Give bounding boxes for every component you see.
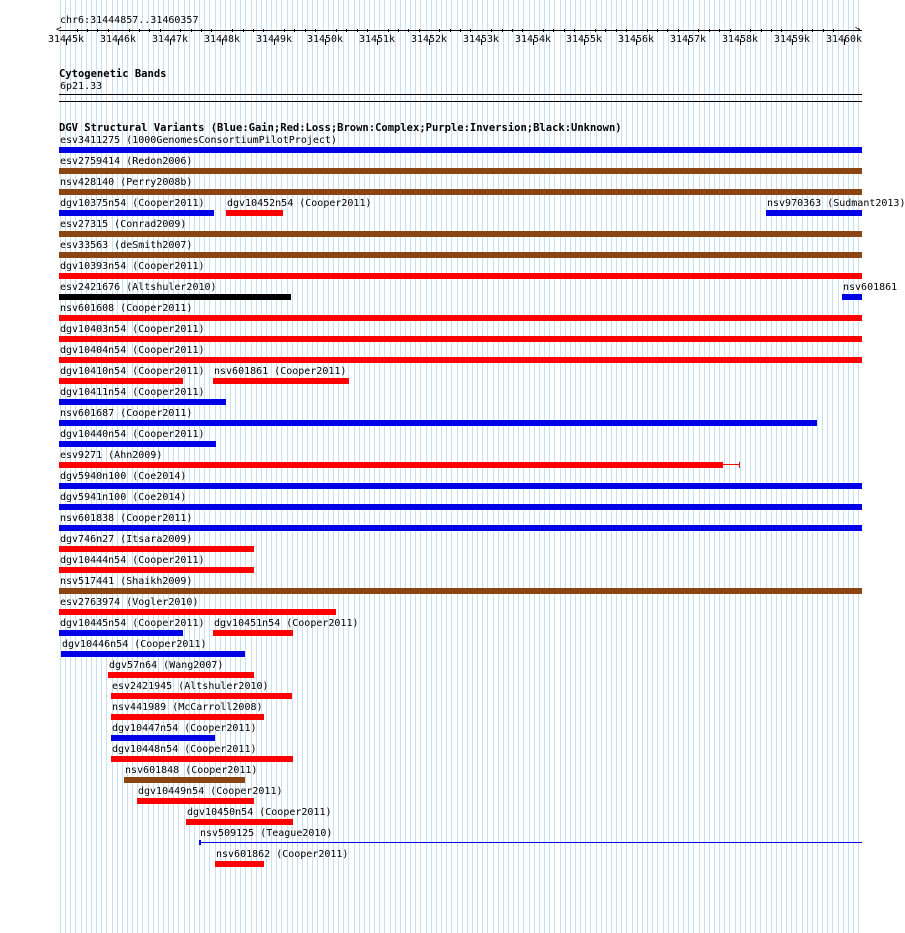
- variant-label: dgv57n64 (Wang2007): [109, 660, 224, 671]
- ruler-minor-tick: [419, 29, 420, 32]
- variant-label: nsv517441 (Shaikh2009): [60, 576, 193, 587]
- variant-bar[interactable]: [186, 819, 293, 825]
- ruler-left-arrow-icon: <: [56, 25, 62, 35]
- variant-label: dgv10450n54 (Cooper2011): [187, 807, 332, 818]
- variant-label: nsv601687 (Cooper2011): [60, 408, 193, 419]
- ruler-tick-label: 31460k: [825, 34, 863, 45]
- ruler-tick-label: 31450k: [306, 34, 344, 45]
- variant-label: esv2421945 (Altshuler2010): [112, 681, 269, 692]
- ruler-tick-label: 31456k: [617, 34, 655, 45]
- variant-label: dgv10403n54 (Cooper2011): [60, 324, 205, 335]
- ruler-tick-label: 31458k: [721, 34, 759, 45]
- variant-bar[interactable]: [59, 357, 862, 363]
- ruler-minor-tick: [357, 29, 358, 32]
- variant-label: dgv10446n54 (Cooper2011): [62, 639, 207, 650]
- ruler-right-arrow-icon: >: [855, 25, 861, 35]
- ruler-minor-tick: [253, 29, 254, 32]
- ruler-minor-tick: [408, 29, 409, 32]
- variant-label: nsv601861: [843, 282, 898, 293]
- variant-bar[interactable]: [59, 630, 183, 636]
- cytoband-line-top: [59, 94, 862, 95]
- ruler-minor-tick: [77, 29, 78, 32]
- variant-bar[interactable]: [59, 231, 862, 237]
- variant-label: dgv10410n54 (Cooper2011): [60, 366, 205, 377]
- ruler-minor-tick: [709, 29, 710, 32]
- variant-bar[interactable]: [59, 147, 862, 153]
- variant-bar-cap: [199, 840, 201, 845]
- ruler-minor-tick: [97, 29, 98, 32]
- ruler-minor-tick: [211, 29, 212, 32]
- variant-bar[interactable]: [59, 273, 862, 279]
- variant-label: dgv5941n100 (Coe2014): [60, 492, 187, 503]
- variant-bar[interactable]: [59, 525, 862, 531]
- variant-bar[interactable]: [59, 315, 862, 321]
- variant-label: esv2759414 (Redon2006): [60, 156, 193, 167]
- variant-bar[interactable]: [61, 651, 245, 657]
- ruler-minor-tick: [398, 29, 399, 32]
- ruler-tick-label: 31452k: [410, 34, 448, 45]
- ruler-minor-tick: [698, 29, 699, 32]
- variant-whisker: [723, 464, 739, 465]
- variant-bar[interactable]: [842, 294, 862, 300]
- ruler-minor-tick: [761, 29, 762, 32]
- variant-bar[interactable]: [124, 777, 245, 783]
- variant-bar[interactable]: [59, 609, 336, 615]
- ruler-minor-tick: [564, 29, 565, 32]
- ruler-minor-tick: [574, 29, 575, 32]
- ruler-tick-label: 31455k: [565, 34, 603, 45]
- variant-bar[interactable]: [59, 294, 291, 300]
- variant-label: dgv10393n54 (Cooper2011): [60, 261, 205, 272]
- ruler-tick-label: 31459k: [773, 34, 811, 45]
- variant-label: dgv5940n100 (Coe2014): [60, 471, 187, 482]
- variant-label: dgv746n27 (Itsara2009): [60, 534, 193, 545]
- variant-bar[interactable]: [59, 483, 862, 489]
- variant-bar[interactable]: [59, 378, 183, 384]
- variant-bar[interactable]: [59, 567, 254, 573]
- ruler-minor-tick: [667, 29, 668, 32]
- variant-bar[interactable]: [766, 210, 862, 216]
- ruler-minor-tick: [605, 29, 606, 32]
- variant-label: dgv10375n54 (Cooper2011): [60, 198, 205, 209]
- variant-label: nsv601861 (Cooper2011): [214, 366, 347, 377]
- ruler-tick-label: 31453k: [462, 34, 500, 45]
- variant-bar[interactable]: [59, 399, 226, 405]
- variant-label: dgv10449n54 (Cooper2011): [138, 786, 283, 797]
- variant-bar[interactable]: [59, 210, 214, 216]
- ruler-tick-label: 31454k: [514, 34, 552, 45]
- ruler-minor-tick: [108, 29, 109, 32]
- ruler-minor-tick: [750, 29, 751, 32]
- ruler-minor-tick: [833, 29, 834, 32]
- ruler-minor-tick: [460, 29, 461, 32]
- variant-label: nsv441989 (McCarroll2008): [112, 702, 263, 713]
- ruler-tick-label: 31448k: [203, 34, 241, 45]
- ruler-minor-tick: [647, 29, 648, 32]
- variant-label: dgv10404n54 (Cooper2011): [60, 345, 205, 356]
- ruler-minor-tick: [201, 29, 202, 32]
- variant-label: esv2421676 (Altshuler2010): [60, 282, 217, 293]
- ruler-minor-tick: [491, 29, 492, 32]
- ruler-minor-tick: [243, 29, 244, 32]
- ruler-tick-label: 31451k: [358, 34, 396, 45]
- ruler-minor-tick: [346, 29, 347, 32]
- variant-label: dgv10444n54 (Cooper2011): [60, 555, 205, 566]
- ruler-minor-tick: [626, 29, 627, 32]
- variant-bar[interactable]: [111, 693, 292, 699]
- cytoband-title: Cytogenetic Bands: [59, 68, 167, 80]
- ruler-minor-tick: [191, 29, 192, 32]
- ruler-minor-tick: [823, 29, 824, 32]
- variant-label: esv33563 (deSmith2007): [60, 240, 193, 251]
- variant-bar[interactable]: [59, 588, 862, 594]
- ruler-minor-tick: [595, 29, 596, 32]
- ruler-tick-label: 31457k: [669, 34, 707, 45]
- ruler-minor-tick: [730, 29, 731, 32]
- ruler-minor-tick: [543, 29, 544, 32]
- position-label: chr6:31444857..31460357: [60, 15, 199, 26]
- variant-bar[interactable]: [59, 168, 862, 174]
- ruler-tick-label: 31447k: [151, 34, 189, 45]
- variant-label: nsv509125 (Teague2010): [200, 828, 333, 839]
- variant-bar[interactable]: [59, 336, 862, 342]
- variant-label: dgv10445n54 (Cooper2011): [60, 618, 205, 629]
- variant-label: nsv601848 (Cooper2011): [125, 765, 258, 776]
- ruler-minor-tick: [149, 29, 150, 32]
- ruler-minor-tick: [263, 29, 264, 32]
- variant-label: nsv428140 (Perry2008b): [60, 177, 193, 188]
- variant-bar[interactable]: [213, 378, 349, 384]
- variant-label: dgv10411n54 (Cooper2011): [60, 387, 205, 398]
- ruler-minor-tick: [129, 29, 130, 32]
- variant-bar[interactable]: [215, 861, 264, 867]
- variant-bar[interactable]: [59, 546, 254, 552]
- ruler-minor-tick: [284, 29, 285, 32]
- ruler-minor-tick: [616, 29, 617, 32]
- variant-bar[interactable]: [59, 420, 817, 426]
- ruler-minor-tick: [781, 29, 782, 32]
- variant-label: dgv10448n54 (Cooper2011): [112, 744, 257, 755]
- variant-label: nsv601862 (Cooper2011): [216, 849, 349, 860]
- ruler-minor-tick: [367, 29, 368, 32]
- variant-bar[interactable]: [111, 735, 215, 741]
- cytoband-label: 6p21.33: [60, 81, 103, 92]
- variant-bar[interactable]: [59, 441, 216, 447]
- ruler-minor-tick: [336, 29, 337, 32]
- ruler-minor-tick: [160, 29, 161, 32]
- ruler-minor-tick: [802, 29, 803, 32]
- ruler-minor-tick: [719, 29, 720, 32]
- ruler-minor-tick: [512, 29, 513, 32]
- ruler-minor-tick: [450, 29, 451, 32]
- variant-bar[interactable]: [59, 189, 862, 195]
- ruler-minor-tick: [812, 29, 813, 32]
- variant-bar[interactable]: [226, 210, 283, 216]
- variant-label: dgv10447n54 (Cooper2011): [112, 723, 257, 734]
- dgv-track-title: DGV Structural Variants (Blue:Gain;Red:Loss;Brown:Complex;Purple:Inversion;Black:Unknown): [59, 122, 622, 134]
- variant-bar[interactable]: [59, 252, 862, 258]
- variant-bar[interactable]: [59, 504, 862, 510]
- variant-bar[interactable]: [199, 842, 862, 843]
- ruler-minor-tick: [771, 29, 772, 32]
- variant-label: dgv10452n54 (Cooper2011): [227, 198, 372, 209]
- ruler-tick-label: 31446k: [99, 34, 137, 45]
- ruler-minor-tick: [470, 29, 471, 32]
- variant-label: dgv10440n54 (Cooper2011): [60, 429, 205, 440]
- variant-whisker-cap: [739, 462, 740, 468]
- variant-bar[interactable]: [59, 462, 723, 468]
- ruler-minor-tick: [315, 29, 316, 32]
- ruler-tick-label: 31445k: [47, 34, 85, 45]
- ruler-minor-tick: [232, 29, 233, 32]
- ruler-minor-tick: [294, 29, 295, 32]
- ruler-tick-label: 31449k: [255, 34, 293, 45]
- ruler-minor-tick: [87, 29, 88, 32]
- ruler-minor-tick: [553, 29, 554, 32]
- variant-bar[interactable]: [111, 714, 264, 720]
- ruler-minor-tick: [180, 29, 181, 32]
- variant-label: esv3411275 (1000GenomesConsortiumPilotProject): [60, 135, 337, 146]
- ruler-minor-tick: [502, 29, 503, 32]
- variant-label: dgv10451n54 (Cooper2011): [214, 618, 359, 629]
- variant-bar[interactable]: [213, 630, 293, 636]
- variant-bar[interactable]: [111, 756, 293, 762]
- variant-label: nsv970363 (Sudmant2013): [767, 198, 905, 209]
- variant-bar[interactable]: [108, 672, 254, 678]
- variant-label: nsv601838 (Cooper2011): [60, 513, 193, 524]
- variant-label: esv2763974 (Vogler2010): [60, 597, 199, 608]
- ruler-minor-tick: [657, 29, 658, 32]
- ruler-minor-tick: [305, 29, 306, 32]
- ruler-minor-tick: [139, 29, 140, 32]
- ruler-minor-tick: [522, 29, 523, 32]
- ruler-minor-tick: [678, 29, 679, 32]
- variant-label: nsv601608 (Cooper2011): [60, 303, 193, 314]
- variant-bar[interactable]: [137, 798, 254, 804]
- cytoband-line-bottom: [59, 101, 862, 102]
- variant-label: esv9271 (Ahn2009): [60, 450, 163, 461]
- ruler-minor-tick: [388, 29, 389, 32]
- variant-label: esv27315 (Conrad2009): [60, 219, 187, 230]
- ruler-minor-tick: [439, 29, 440, 32]
